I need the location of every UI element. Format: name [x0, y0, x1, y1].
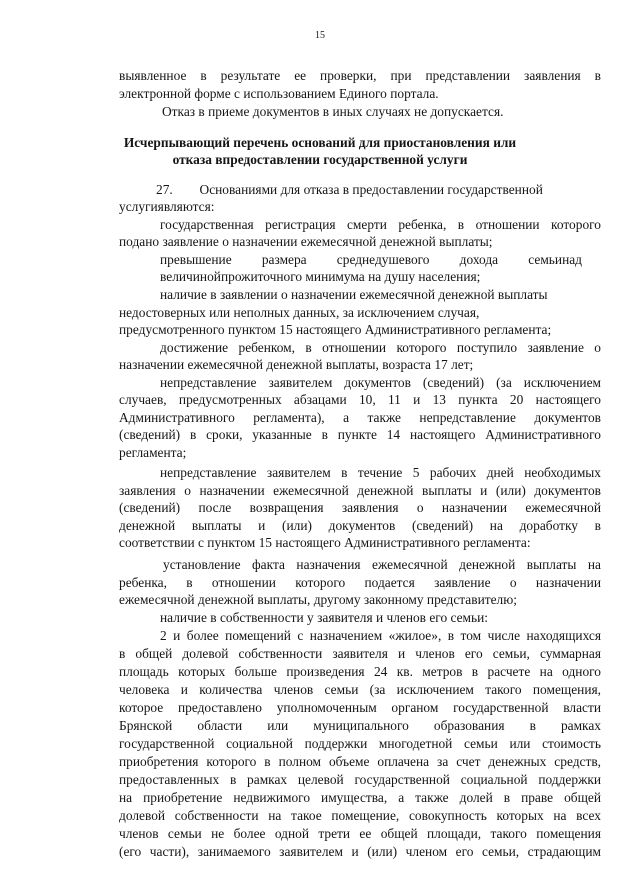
paragraph-line: назначении ежемесячной денежной выплаты, возраста 17 лет;: [119, 357, 474, 372]
section-heading-line-1: Исчерпывающий перечень оснований для приостановления или: [123, 135, 517, 150]
paragraph-line: достижение ребенком, в отношении которого поступило заявление о: [160, 340, 601, 355]
paragraph-line: членов семьи не более одной трети ее общей площади, такого помещения: [119, 826, 601, 841]
paragraph-line: 27. Основаниями для отказа в предоставлении государственной: [156, 182, 543, 197]
paragraph-line: недостоверных или неполных данных, за исключением случая,: [119, 305, 480, 320]
paragraph-line: Брянской области или муниципального образования в рамках: [119, 718, 601, 733]
paragraph-line: услугиявляются:: [119, 199, 215, 214]
paragraph-line: электронной форме с использованием Единого портала.: [119, 86, 439, 101]
paragraph-line: человека и количества членов семьи (за исключением такого помещения,: [119, 682, 601, 697]
paragraph-line: (его части), занимаемого заявителем и (или) членом его семьи, страдающим: [119, 844, 601, 859]
page-number: 15: [315, 30, 325, 41]
section-heading-line-2: отказа впредоставлении государственной услуги: [172, 152, 468, 167]
paragraph-line: величинойпрожиточного минимума на душу населения;: [160, 269, 481, 284]
paragraph-line: заявления о назначении ежемесячной денежной выплаты и (или) документов: [119, 483, 601, 498]
paragraph-line: подано заявление о назначении ежемесячной денежной выплаты;: [119, 234, 493, 249]
paragraph-line: ежемесячной денежной выплаты, другому законному представителю;: [119, 592, 517, 607]
paragraph-line: (сведений) после возвращения заявления о назначении ежемесячной: [119, 500, 601, 515]
paragraph-line: долевой собственности на такое помещение, совокупность которых на всех: [119, 808, 601, 823]
paragraph-line: соответствии с пунктом 15 настоящего Административного регламента:: [119, 535, 531, 550]
paragraph-line: (сведений) в сроки, указанные в пункте 14 настоящего Административного: [119, 427, 601, 442]
paragraph-line: в общей долевой собственности заявителя и членов его семьи, суммарная: [119, 646, 601, 661]
paragraph-line: площадь которых больше произведения 24 кв. метров в расчете на одного: [119, 664, 601, 679]
paragraph-line: предоставленных в рамках целевой государственной социальной поддержки: [119, 772, 601, 787]
paragraph-line: выявленное в результате ее проверки, при представлении заявления в: [119, 68, 601, 83]
paragraph-line: денежной выплаты и (или) документов (сведений) на доработку в: [119, 518, 601, 533]
paragraph-line: Отказ в приеме документов в иных случаях не допускается.: [162, 104, 504, 119]
paragraph-line: непредставление заявителем в течение 5 рабочих дней необходимых: [160, 465, 601, 480]
paragraph-line: 2 и более помещений с назначением «жилое», в том числе находящихся: [160, 628, 601, 643]
paragraph-line: государственная регистрация смерти ребенка, в отношении которого: [160, 217, 601, 232]
paragraph-line: превышение размера среднедушевого дохода семьинад: [160, 252, 582, 267]
paragraph-line: наличие в заявлении о назначении ежемесячной денежной выплаты: [160, 287, 548, 302]
paragraph-line: на приобретение недвижимого имущества, а также долей в праве общей: [119, 790, 601, 805]
paragraph-line: ребенка, в отношении которого подается заявление о назначении: [119, 575, 601, 590]
paragraph-line: регламента;: [119, 445, 187, 460]
paragraph-line: установление факта назначения ежемесячной денежной выплаты на: [163, 557, 601, 572]
paragraph-line: случаев, предусмотренных абзацами 10, 11 и 13 пункта 20 настоящего: [119, 392, 601, 407]
paragraph-line: наличие в собственности у заявителя и членов его семьи:: [160, 610, 489, 625]
paragraph-line: Административного регламента), а также непредставление документов: [119, 410, 601, 425]
paragraph-line: непредставление заявителем документов (сведений) (за исключением: [160, 375, 601, 390]
paragraph-line: приобретения которого в полном объеме оплачена за счет денежных средств,: [119, 754, 601, 769]
paragraph-line: государственной социальной поддержки многодетной семьи или стоимость: [119, 736, 601, 751]
paragraph-line: которое предоставлено уполномоченным органом государственной власти: [119, 700, 601, 715]
paragraph-line: предусмотренного пунктом 15 настоящего Административного регламента;: [119, 322, 552, 337]
